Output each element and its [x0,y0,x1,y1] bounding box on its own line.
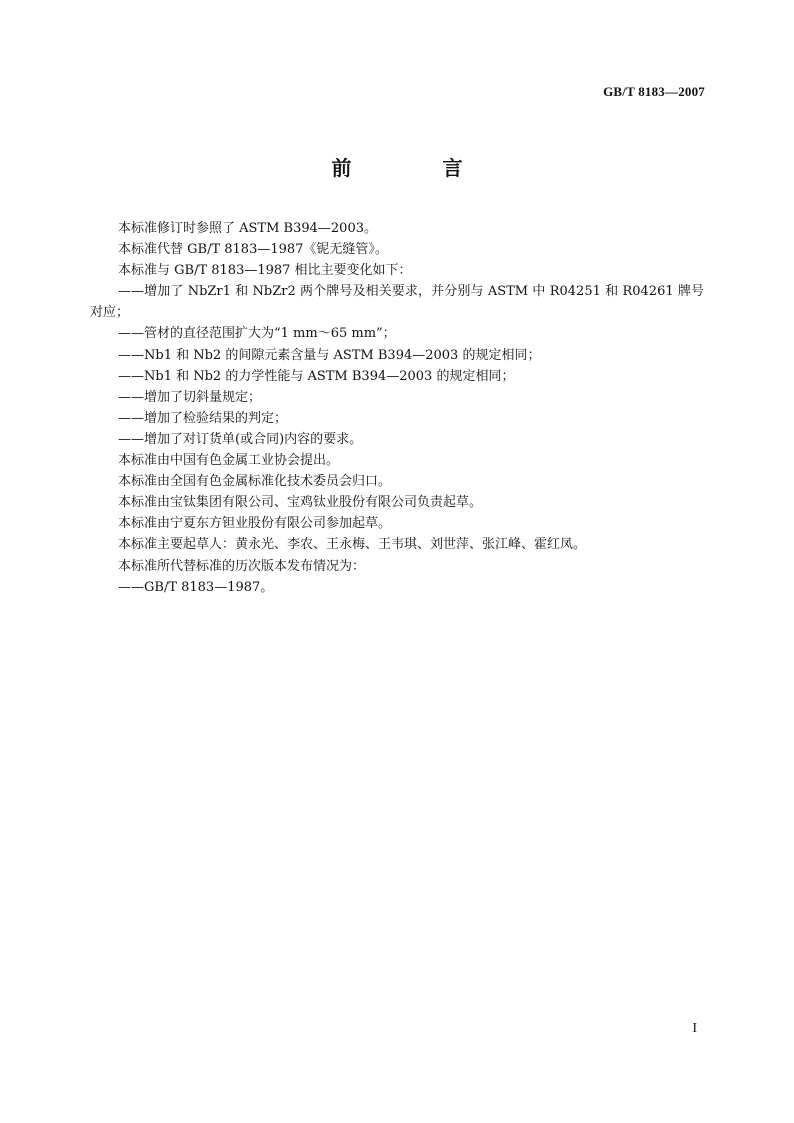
paragraph-drafters-lead: 本标准由宝钛集团有限公司、宝鸡钛业股份有限公司负责起草。 [118,495,483,511]
paragraph-proposer: 本标准由中国有色金属工业协会提出。 [118,453,340,469]
page-title: 前 言 [331,156,505,180]
paragraph-main-drafters: 本标准主要起草人：黄永光、李农、王永梅、王韦琪、刘世萍、张江峰、霍红凤。 [118,537,587,553]
change-item-cut: ——增加了切斜量规定； [118,389,262,405]
foreword-body [90,218,704,598]
change-item-judgement: ——增加了检验结果的判定； [118,410,288,426]
paragraph-drafters-participating: 本标准由宁夏东方钽业股份有限公司参加起草。 [118,516,392,532]
history-item: ——GB/T 8183—1987。 [118,579,274,595]
page-number: I [692,1021,697,1036]
change-item-diameter: ——管材的直径范围扩大为“1 mm～65 mm”； [118,326,396,342]
change-item-interstitial: ——Nb1 和 Nb2 的间隙元素含量与 ASTM B394—2003 的规定相同； [118,347,541,363]
change-item-grades: ——增加了 NbZr1 和 NbZr2 两个牌号及相关要求，并分别与 ASTM 中 R04251 和 R04261 牌号对应； [90,284,704,321]
paragraph-reference: 本标准修订时参照了 ASTM B394—2003。 [118,221,377,236]
paragraph-history-intro: 本标准所代替标准的历次版本发布情况为： [118,558,366,574]
paragraph-committee: 本标准由全国有色金属标准化技术委员会归口。 [118,474,392,490]
paragraph-replaces: 本标准代替 GB/T 8183—1987《铌无缝管》。 [118,242,388,258]
change-item-order: ——增加了对订货单(或合同)内容的要求。 [118,431,363,447]
paragraph-changes-intro: 本标准与 GB/T 8183—1987 相比主要变化如下： [118,263,412,279]
standard-code: GB/T 8183—2007 [603,84,705,99]
change-item-mechanical: ——Nb1 和 Nb2 的力学性能与 ASTM B394—2003 的规定相同； [118,368,515,384]
